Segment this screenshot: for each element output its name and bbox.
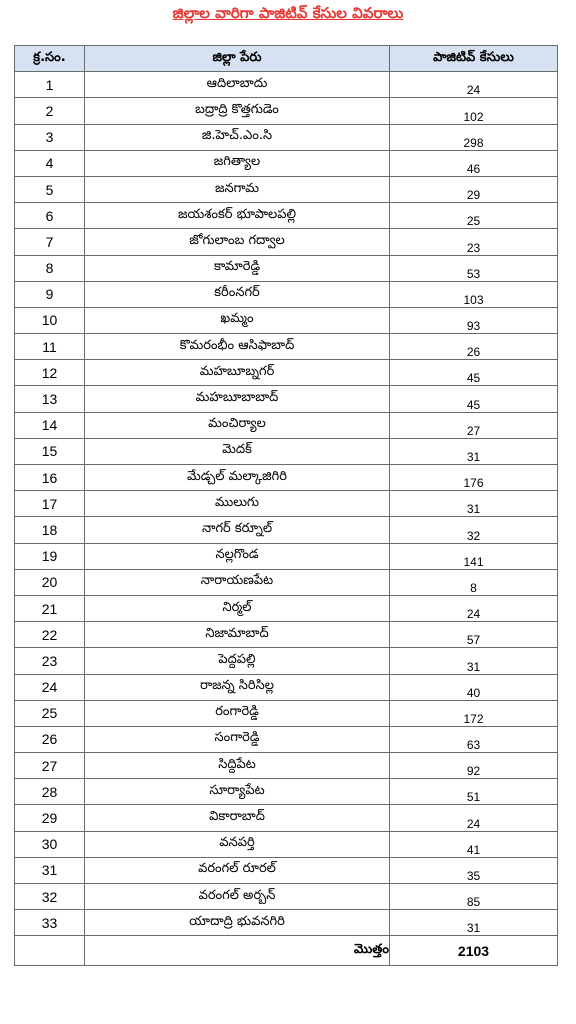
- district-name-cell: నల్లగొండ: [85, 543, 390, 569]
- table-row: [15, 726, 558, 752]
- table-row: [15, 203, 558, 229]
- positive-cases-cell: 172: [390, 700, 558, 726]
- table-row: [15, 98, 558, 124]
- total-label: మొత్తం: [85, 936, 390, 966]
- district-name-cell: కొమరంభీం ఆసిఫాబాద్: [85, 334, 390, 360]
- serial-number-cell: 12: [15, 360, 85, 386]
- district-name-cell: ములుగు: [85, 491, 390, 517]
- positive-cases-cell: 23: [390, 229, 558, 255]
- district-name-cell: వికారాబాద్: [85, 805, 390, 831]
- positive-cases-cell: 53: [390, 255, 558, 281]
- district-name-cell: మేడ్చల్ మల్కాజిగిరి: [85, 465, 390, 491]
- positive-cases-cell: 31: [390, 491, 558, 517]
- serial-number-cell: 29: [15, 805, 85, 831]
- total-empty-cell: [15, 936, 85, 966]
- table-row: [15, 334, 558, 360]
- serial-number-cell: 5: [15, 176, 85, 202]
- positive-cases-cell: 31: [390, 648, 558, 674]
- positive-cases-cell: 41: [390, 831, 558, 857]
- serial-number-cell: 3: [15, 124, 85, 150]
- positive-cases-cell: 85: [390, 884, 558, 910]
- table-row: [15, 124, 558, 150]
- positive-cases-cell: 102: [390, 98, 558, 124]
- serial-number-cell: 25: [15, 700, 85, 726]
- positive-cases-cell: 31: [390, 910, 558, 936]
- district-name-cell: వరంగల్ రూరల్: [85, 857, 390, 883]
- serial-number-cell: 4: [15, 150, 85, 176]
- district-name-cell: వరంగల్ అర్బన్: [85, 884, 390, 910]
- table-row: [15, 386, 558, 412]
- positive-cases-cell: 45: [390, 386, 558, 412]
- table-row: [15, 753, 558, 779]
- table-row: [15, 674, 558, 700]
- table-row: [15, 622, 558, 648]
- serial-number-cell: 31: [15, 857, 85, 883]
- district-name-cell: ఖమ్మం: [85, 307, 390, 333]
- table-header-row: [15, 46, 558, 72]
- table-row: [15, 491, 558, 517]
- district-name-cell: మహబూబ్నగర్: [85, 360, 390, 386]
- table-row: [15, 700, 558, 726]
- district-name-cell: నారాయణపేట: [85, 569, 390, 595]
- positive-cases-cell: 24: [390, 805, 558, 831]
- serial-number-cell: 6: [15, 203, 85, 229]
- district-name-cell: వనపర్తి: [85, 831, 390, 857]
- header-district-name: జిల్లా పేరు: [85, 46, 390, 72]
- serial-number-cell: 22: [15, 622, 85, 648]
- serial-number-cell: 11: [15, 334, 85, 360]
- district-name-cell: జగిత్యాల: [85, 150, 390, 176]
- header-serial-number: క్ర.సం.: [15, 46, 85, 72]
- district-name-cell: బద్రాద్రి కొత్తగుడెం: [85, 98, 390, 124]
- serial-number-cell: 32: [15, 884, 85, 910]
- district-name-cell: సిద్దిపేట: [85, 753, 390, 779]
- total-value: 2103: [390, 936, 558, 966]
- district-name-cell: కామారెడ్డి: [85, 255, 390, 281]
- table-row: [15, 831, 558, 857]
- positive-cases-cell: 45: [390, 360, 558, 386]
- district-name-cell: జనగామ: [85, 176, 390, 202]
- table-row: [15, 779, 558, 805]
- serial-number-cell: 21: [15, 595, 85, 621]
- serial-number-cell: 17: [15, 491, 85, 517]
- positive-cases-cell: 35: [390, 857, 558, 883]
- positive-cases-cell: 8: [390, 569, 558, 595]
- table-row: [15, 857, 558, 883]
- table-row: [15, 255, 558, 281]
- district-name-cell: మహబూబాబాద్: [85, 386, 390, 412]
- page-title: జిల్లాల వారిగా పాజిటివ్ కేసుల వివరాలు: [172, 4, 404, 22]
- table-row: [15, 307, 558, 333]
- header-positive-cases: పాజిటివ్ కేసులు: [390, 46, 558, 72]
- serial-number-cell: 10: [15, 307, 85, 333]
- table-row: [15, 412, 558, 438]
- serial-number-cell: 1: [15, 72, 85, 98]
- positive-cases-cell: 51: [390, 779, 558, 805]
- positive-cases-cell: 298: [390, 124, 558, 150]
- table-row: [15, 176, 558, 202]
- district-name-cell: సూర్యాపేట: [85, 779, 390, 805]
- table-row: [15, 910, 558, 936]
- serial-number-cell: 24: [15, 674, 85, 700]
- district-name-cell: పెద్దపల్లి: [85, 648, 390, 674]
- positive-cases-cell: 46: [390, 150, 558, 176]
- table-row: [15, 72, 558, 98]
- serial-number-cell: 33: [15, 910, 85, 936]
- positive-cases-cell: 31: [390, 438, 558, 464]
- table-row: [15, 150, 558, 176]
- table-row: [15, 648, 558, 674]
- positive-cases-cell: 25: [390, 203, 558, 229]
- serial-number-cell: 28: [15, 779, 85, 805]
- district-name-cell: జోగులాంబ గద్వాల: [85, 229, 390, 255]
- district-name-cell: యాదాద్రి భువనగిరి: [85, 910, 390, 936]
- positive-cases-cell: 103: [390, 281, 558, 307]
- district-name-cell: మంచిర్యాల: [85, 412, 390, 438]
- table-row: [15, 229, 558, 255]
- serial-number-cell: 18: [15, 517, 85, 543]
- positive-cases-cell: 29: [390, 176, 558, 202]
- district-name-cell: మెదక్: [85, 438, 390, 464]
- district-cases-table: [14, 45, 558, 966]
- serial-number-cell: 19: [15, 543, 85, 569]
- serial-number-cell: 9: [15, 281, 85, 307]
- positive-cases-cell: 24: [390, 72, 558, 98]
- table-body: [15, 72, 558, 936]
- positive-cases-cell: 26: [390, 334, 558, 360]
- table-row: [15, 438, 558, 464]
- serial-number-cell: 7: [15, 229, 85, 255]
- table-row: [15, 360, 558, 386]
- positive-cases-cell: 57: [390, 622, 558, 648]
- positive-cases-cell: 63: [390, 726, 558, 752]
- serial-number-cell: 27: [15, 753, 85, 779]
- table-row: [15, 884, 558, 910]
- positive-cases-cell: 24: [390, 595, 558, 621]
- serial-number-cell: 23: [15, 648, 85, 674]
- table-row: [15, 543, 558, 569]
- serial-number-cell: 26: [15, 726, 85, 752]
- district-name-cell: నిర్మల్: [85, 595, 390, 621]
- district-name-cell: జి.హెచ్.ఎం.సి: [85, 124, 390, 150]
- positive-cases-cell: 27: [390, 412, 558, 438]
- serial-number-cell: 16: [15, 465, 85, 491]
- district-name-cell: రంగారెడ్డి: [85, 700, 390, 726]
- serial-number-cell: 8: [15, 255, 85, 281]
- positive-cases-cell: 176: [390, 465, 558, 491]
- serial-number-cell: 14: [15, 412, 85, 438]
- district-name-cell: నిజామాబాద్: [85, 622, 390, 648]
- positive-cases-cell: 92: [390, 753, 558, 779]
- table-row: [15, 465, 558, 491]
- serial-number-cell: 13: [15, 386, 85, 412]
- serial-number-cell: 20: [15, 569, 85, 595]
- table-row: [15, 805, 558, 831]
- positive-cases-cell: 40: [390, 674, 558, 700]
- district-name-cell: కరీంనగర్: [85, 281, 390, 307]
- district-name-cell: నాగర్ కర్నూల్: [85, 517, 390, 543]
- serial-number-cell: 30: [15, 831, 85, 857]
- serial-number-cell: 15: [15, 438, 85, 464]
- table-row: [15, 281, 558, 307]
- table-row: [15, 517, 558, 543]
- district-name-cell: ఆదిలాబాదు: [85, 72, 390, 98]
- positive-cases-cell: 93: [390, 307, 558, 333]
- district-name-cell: సంగారెడ్డి: [85, 726, 390, 752]
- district-name-cell: జయశంకర్ భూపాలపల్లి: [85, 203, 390, 229]
- total-row: [15, 936, 558, 966]
- serial-number-cell: 2: [15, 98, 85, 124]
- positive-cases-cell: 141: [390, 543, 558, 569]
- district-name-cell: రాజన్న సిరిసిల్ల: [85, 674, 390, 700]
- positive-cases-cell: 32: [390, 517, 558, 543]
- table-row: [15, 595, 558, 621]
- table-row: [15, 569, 558, 595]
